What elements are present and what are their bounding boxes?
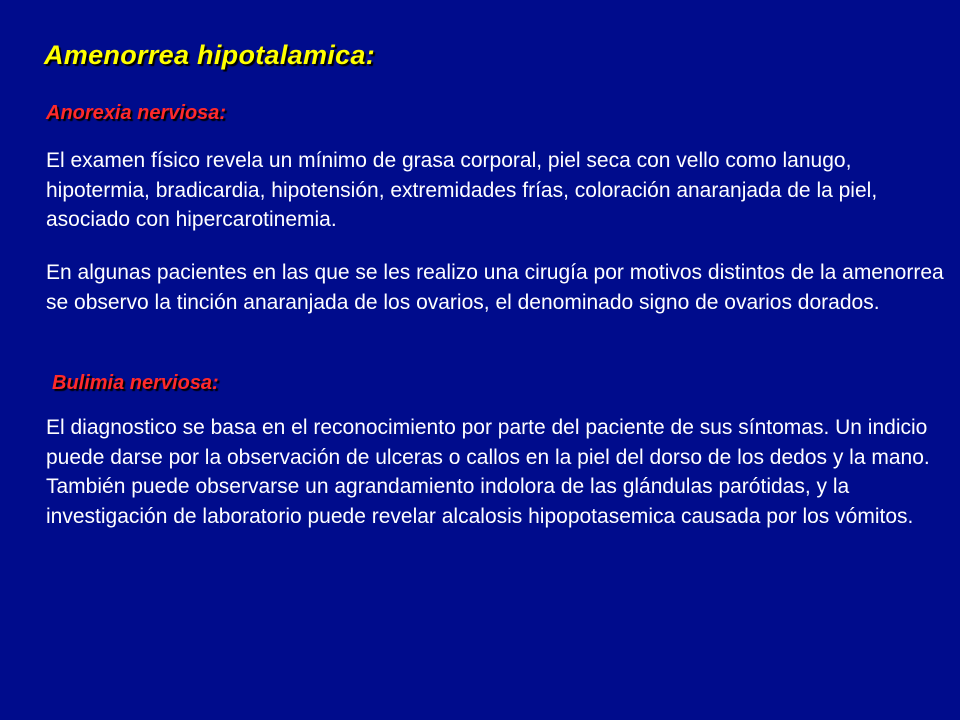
section-heading-bulimia: Bulimia nerviosa: [52, 372, 219, 394]
paragraph-anorexia-ovaries: En algunas pacientes en las que se les realizo una cirugía por motivos distintos de la amenorrea se observo la tinción anaranjada de los ovarios, el denominado signo de ovarios dorados. [46, 261, 944, 314]
paragraph-anorexia-exam: El examen físico revela un mínimo de grasa corporal, piel seca con vello como lanugo, hipotermia, bradicardia, hipotensión, extremidades frías, coloración anaranjada de la piel, asociado con hipercarotinemia. [46, 149, 878, 231]
slide-title: Amenorrea hipotalamica: [44, 40, 375, 70]
paragraph-bulimia-diagnosis: El diagnostico se basa en el reconocimiento por parte del paciente de sus síntomas. Un indicio puede darse por la observación de ulceras o callos en la piel del dorso de los dedos y la mano. También puede observarse un agrandamiento indolora de las glándulas parótidas, y la investigación de laboratorio puede revelar alcalosis hipopotasemica causada por los vómitos. [46, 416, 930, 528]
section-heading-anorexia: Anorexia nerviosa: [46, 102, 227, 124]
